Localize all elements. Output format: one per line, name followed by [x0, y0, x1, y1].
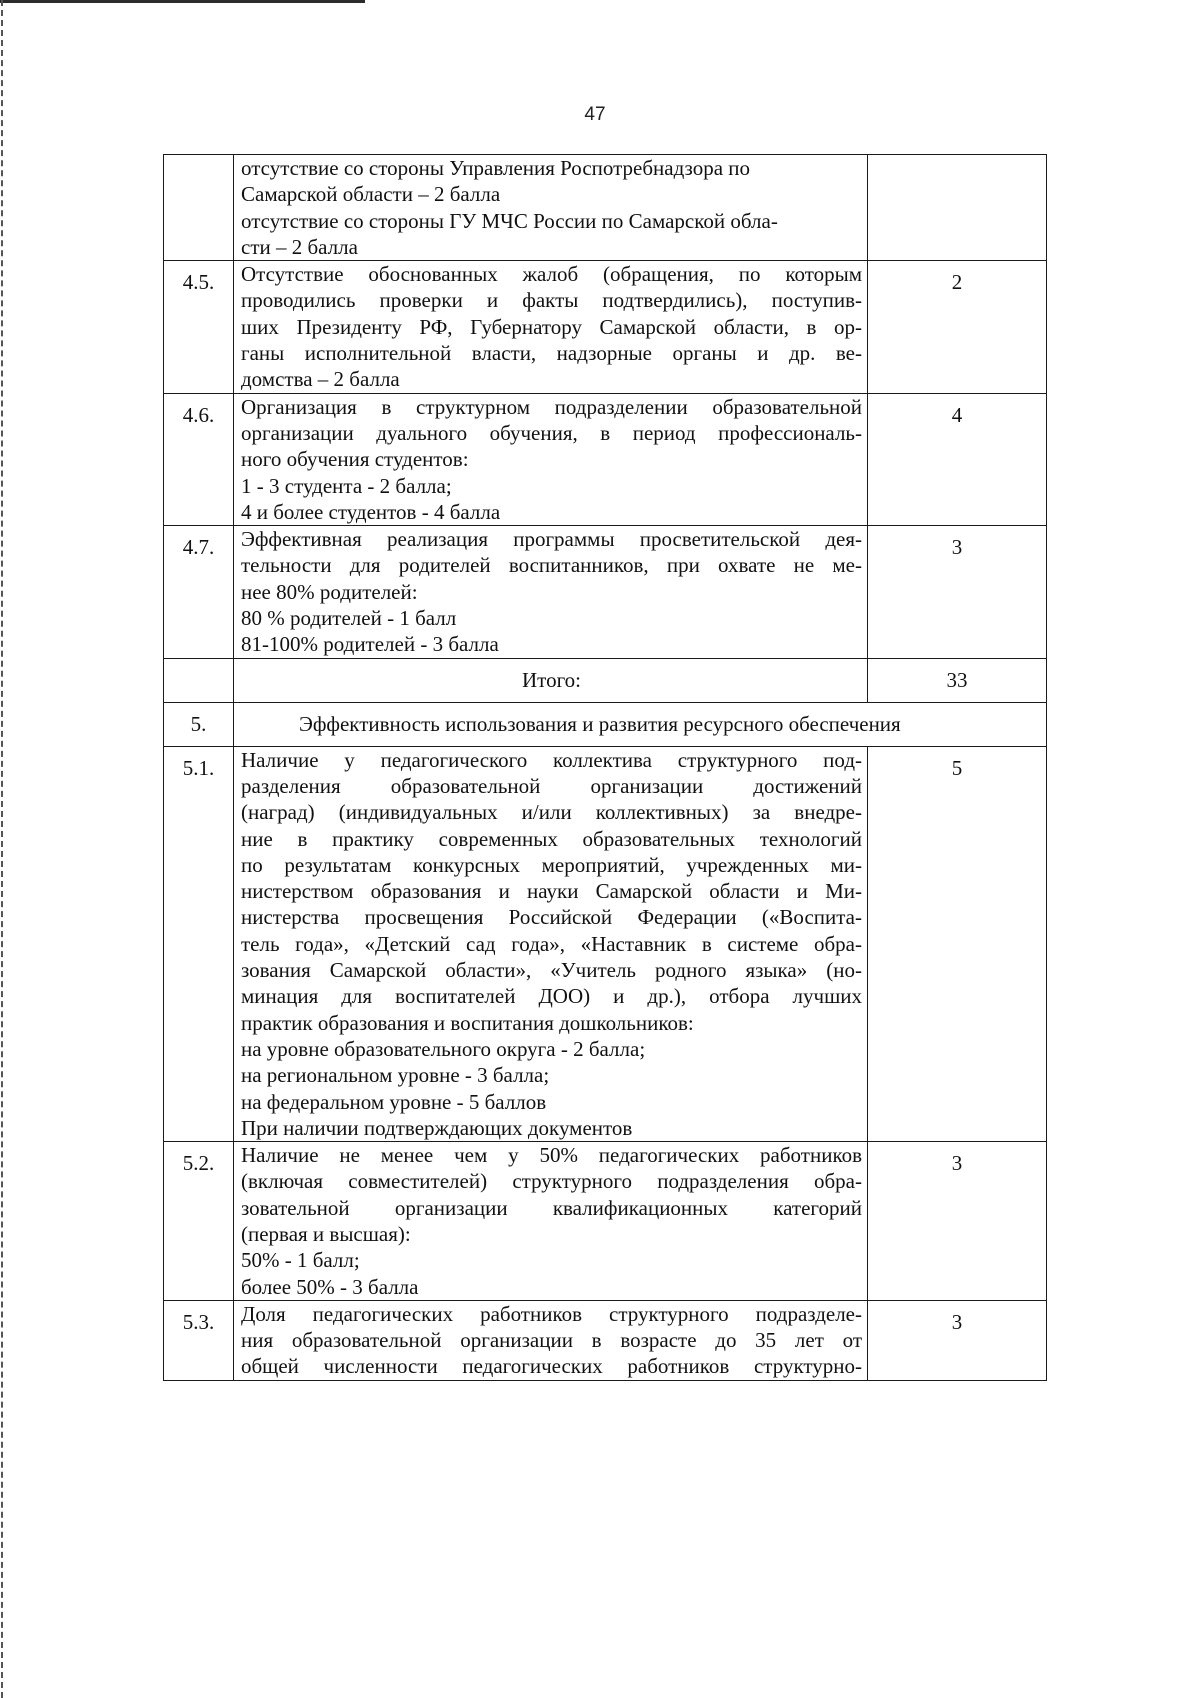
criterion-text-cell: [234, 261, 868, 393]
criterion-text-cell: [234, 1300, 868, 1380]
item-number-cell: [164, 393, 234, 525]
total-row: [164, 658, 1047, 702]
item-number: 4.7.: [182, 535, 215, 560]
section-header-row: [164, 702, 1047, 746]
score-cell: [868, 1300, 1047, 1380]
scan-edge-top: [0, 0, 365, 3]
item-number: 4.6.: [182, 402, 215, 427]
criterion-text-line: Отсутствие обоснованных жалоб (обращения, по которым: [241, 262, 862, 287]
criterion-text-line: Самарской области – 2 балла: [241, 182, 501, 207]
criterion-text-line: тельности для родителей воспитанников, при охвате не ме-: [241, 553, 862, 578]
criterion-text-line: нее 80% родителей:: [241, 579, 418, 604]
item-number-cell: [164, 746, 234, 1141]
score-value: 4: [951, 402, 963, 427]
criterion-text-line: 1 - 3 студента - 2 балла;: [241, 473, 452, 498]
score-cell: [868, 746, 1047, 1141]
page-number: 47: [584, 104, 606, 125]
item-number-cell: [164, 155, 234, 261]
score-value: 5: [951, 755, 963, 780]
criterion-text-cell: [234, 155, 868, 261]
criterion-text-line: организации дуального обучения, в период профессиональ-: [241, 420, 862, 445]
criterion-text-line: отсутствие со стороны Управления Роспотребнадзора по: [241, 156, 751, 180]
criterion-text-line: разделения образовательной организации достижений: [241, 773, 862, 798]
criteria-table-body: [164, 155, 1047, 1381]
criterion-text-line: Наличие не менее чем у 50% педагогических работников: [241, 1143, 862, 1168]
section-number: 5.: [190, 711, 207, 736]
table-row: [164, 526, 1047, 658]
score-cell: [868, 1142, 1047, 1301]
table-row: [164, 1142, 1047, 1301]
table-row: [164, 261, 1047, 393]
item-number: 4.5.: [182, 270, 215, 295]
score-value: 3: [951, 1151, 963, 1176]
total-label: Итого:: [522, 667, 581, 692]
criterion-text-line: практик образования и воспитания дошкольников:: [241, 1010, 694, 1035]
table-row: [164, 746, 1047, 1141]
criterion-text-line: 50% - 1 балл;: [241, 1248, 360, 1273]
item-number: 5.3.: [182, 1309, 215, 1334]
criterion-text-line: нистерством образования и науки Самарской области и Ми-: [241, 879, 862, 904]
section-title: Эффективность использования и развития ресурсного обеспечения: [299, 711, 901, 736]
scan-edge-left: [1, 0, 3, 1698]
table-row: [164, 1300, 1047, 1380]
criterion-text-line: ние в практику современных образовательных технологий: [241, 826, 862, 851]
criterion-text-line: по результатам конкурсных мероприятий, учрежденных ми-: [241, 852, 862, 877]
total-value: 33: [946, 667, 968, 692]
score-value: 3: [951, 535, 963, 560]
criterion-text-line: на уровне образовательного округа - 2 балла;: [241, 1036, 646, 1061]
criterion-text-cell: [234, 1142, 868, 1301]
score-cell: [868, 155, 1047, 261]
table-row: [164, 393, 1047, 525]
criterion-text-line: сти – 2 балла: [241, 234, 358, 259]
criterion-text-cell: [234, 526, 868, 658]
criterion-text-line: минация для воспитателей ДОО) и др.), отбора лучших: [241, 984, 862, 1009]
total-value-cell: [868, 658, 1047, 702]
criterion-text-line: ного обучения студентов:: [241, 447, 469, 472]
criterion-text-line: При наличии подтверждающих документов: [241, 1115, 633, 1140]
criterion-text-line: отсутствие со стороны ГУ МЧС России по Самарской обла-: [241, 208, 778, 233]
score-cell: [868, 261, 1047, 393]
criterion-text-line: на федеральном уровне - 5 баллов: [241, 1089, 547, 1114]
criterion-text-line: на региональном уровне - 3 балла;: [241, 1063, 550, 1088]
score-cell: [868, 526, 1047, 658]
total-empty-cell: [164, 658, 234, 702]
score-value: 3: [951, 1309, 963, 1334]
criterion-text-line: домства – 2 балла: [241, 367, 400, 392]
criterion-text-cell: [234, 393, 868, 525]
criterion-text-line: тель года», «Детский сад года», «Наставник в системе обра-: [241, 931, 862, 956]
criterion-text-line: ших Президенту РФ, Губернатору Самарской области, в ор-: [241, 314, 862, 339]
criteria-table: [163, 154, 1047, 1381]
criterion-text-cell: [234, 746, 868, 1141]
criterion-text-line: зования Самарской области», «Учитель родного языка» (но-: [241, 958, 862, 983]
criterion-text-line: ганы исполнительной власти, надзорные органы и др. ве-: [241, 341, 862, 366]
criterion-text-line: 80 % родителей - 1 балл: [241, 606, 457, 631]
table-row: [164, 155, 1047, 261]
criterion-text-line: 4 и более студентов - 4 балла: [241, 499, 501, 524]
item-number-cell: [164, 526, 234, 658]
item-number-cell: [164, 261, 234, 393]
criterion-text-line: Доля педагогических работников структурного подразделе-: [241, 1301, 862, 1326]
criterion-text-line: зовательной организации квалификационных категорий: [241, 1195, 862, 1220]
criterion-text-line: общей численности педагогических работников структурно-: [241, 1354, 862, 1379]
total-label-cell: [234, 658, 868, 702]
criterion-text-line: Эффективная реализация программы просветительской дея-: [241, 527, 862, 552]
item-number: 5.2.: [182, 1151, 215, 1176]
criterion-text-line: Организация в структурном подразделении образовательной: [241, 394, 862, 419]
criterion-text-line: проводились проверки и факты подтвердились), поступив-: [241, 288, 862, 313]
section-title-cell: [234, 702, 1047, 746]
criterion-text-line: (наград) (индивидуальных и/или коллективных) за внедре-: [241, 800, 862, 825]
score-cell: [868, 393, 1047, 525]
item-number: 5.1.: [182, 755, 215, 780]
criterion-text-line: ния образовательной организации в возрасте до 35 лет от: [241, 1328, 862, 1353]
item-number-cell: [164, 1142, 234, 1301]
item-number-cell: [164, 1300, 234, 1380]
score-value: 2: [951, 270, 963, 295]
criterion-text-line: нистерства просвещения Российской Федерации («Воспита-: [241, 905, 862, 930]
criterion-text-line: (первая и высшая):: [241, 1221, 411, 1246]
criterion-text-line: более 50% - 3 балла: [241, 1274, 419, 1299]
section-number-cell: [164, 702, 234, 746]
criterion-text-line: (включая совместителей) структурного подразделения обра-: [241, 1169, 862, 1194]
criterion-text-line: Наличие у педагогического коллектива структурного под-: [241, 747, 862, 772]
criterion-text-line: 81-100% родителей - 3 балла: [241, 632, 499, 657]
